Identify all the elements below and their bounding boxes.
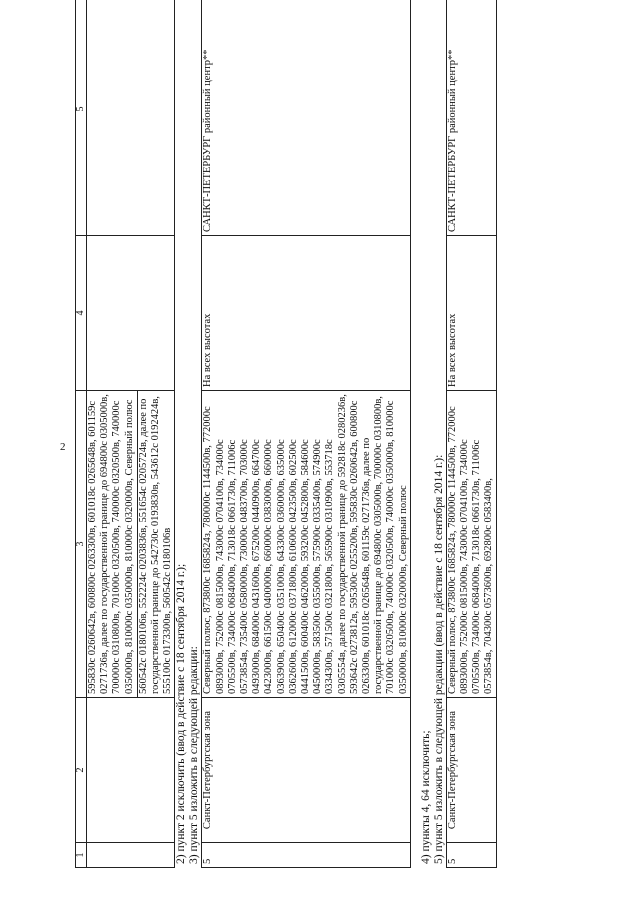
cell-number [87, 843, 175, 868]
page-number: 2 [60, 441, 66, 453]
table-header-row [76, 0, 87, 868]
cell-zone: Санкт-Петербургская зона [446, 698, 496, 843]
cell-coordinates: Северный полюс, 873800с 1685824з, 780000с 1144500в, 772000с 0893000в, 752000с 0815000в, 743000с 0704100в, 734000с 0705500в, 734000с 0684000в, 713018с 0661730в, 711006с 0573854в, 735400с 0580000в, 730000с 0483700в, 703000с 0493000в, 684000с 0431600в, 675200с 0440900в, 664700с 0423000в, 661500с 0400000в, 660000с 0383000в, 660000с 0363900в, 650400с 0351000в, 643300с 0360000в, 635000с 0362600в, 612000с 0371800в, 610600с 0423500в, 602500с 0441500в, 600400с 0462000в, 593200с 0452800в, 584600с 0450000в, 583500с 0355000в, 575900с 0335400в, 574900с 0334300в, 571500с 0321800в, 565900с 0310900в, 553718с 0305554в, далее по государственной границе до 592818с 0280236в, 593642с 0273812в, 595300с 0255200в, 595830с 0260642в, 600800с 0263300в, 601018с 0265648в, 601159с 0271736в, далее по государственной границе до 694800с 0305000в, 700000с 0310800в, 701000с 0320500в, 740000с 0320500в, 740000с 0350000в, 810000с 0350000в, 810000с 0320000в, Северный полюс [202, 391, 410, 698]
coordinates-text-secondary: 560542с 0180106в, 552224с 0203836в, 551654с 0205724в, далее по государственной границе до 542730с 0193830в, 543612с 0192424в, 555100с 0173300в, 560542с 0180106в [137, 391, 175, 697]
cell-coordinates [87, 391, 175, 698]
cell-number: 5 [446, 843, 496, 868]
cell-heights [87, 236, 175, 391]
header-col-3: 3 [76, 391, 87, 698]
header-col-4: 4 [76, 236, 87, 391]
table-row [446, 0, 496, 868]
table-row [87, 0, 175, 868]
cell-center [87, 0, 175, 236]
cell-center: САНКТ-ПЕТЕРБУРГ районный центр** [202, 0, 410, 236]
cell-number: 5 [202, 843, 410, 868]
header-col-1: 1 [76, 843, 87, 868]
cell-heights: На всех высотах [446, 236, 496, 391]
zone-table-a [201, 0, 410, 868]
amendment-note-3: 3) пункт 5 изложить в следующей редакции: [188, 646, 201, 864]
amendment-note-5: 5) пункт 5 изложить в следующей редакции (ввод в действие с 18 сентября 2014 г.): [432, 454, 445, 864]
continuation-table [75, 0, 175, 868]
header-col-5: 5 [76, 0, 87, 236]
rotated-page-content [75, 18, 565, 868]
cell-center: САНКТ-ПЕТЕРБУРГ районный центр** [446, 0, 496, 236]
zone-table-b [446, 0, 497, 868]
amendment-note-4: 4) пункты 4, 64 исключить; [419, 730, 432, 864]
cell-coordinates: Северный полюс, 873800с 1685824з, 780000с 1144500в, 772000с 0893000в, 752000с 0815000в, 743000с 0704100в, 734000с 0705500в, 734000с 0684000в, 713018с 0661730в, 711006с 0573854в, 704300с 0573600в, 692800с 0583400в, [446, 391, 496, 698]
cell-zone: Санкт-Петербургская зона [202, 698, 410, 843]
cell-zone [87, 698, 175, 843]
table-row [202, 0, 410, 868]
cell-heights: На всех высотах [202, 236, 410, 391]
header-col-2: 2 [76, 698, 87, 843]
amendment-note-2: 2) пункт 2 исключить (ввод в действие с 18 сентября 2014 г.); [175, 563, 188, 864]
coordinates-text: 595830с 0260642в, 600800с 0263300в, 601018с 0265648в, 601159с 0271736в, далее по государственной границе до 694800с 0305000в, 700000с 0310800в, 701000с 0320500в, 740000с 0320500в, 740000с 0350000в, 810000с 0350000в, 810000с 0320000в, Северный полюс [87, 394, 135, 694]
